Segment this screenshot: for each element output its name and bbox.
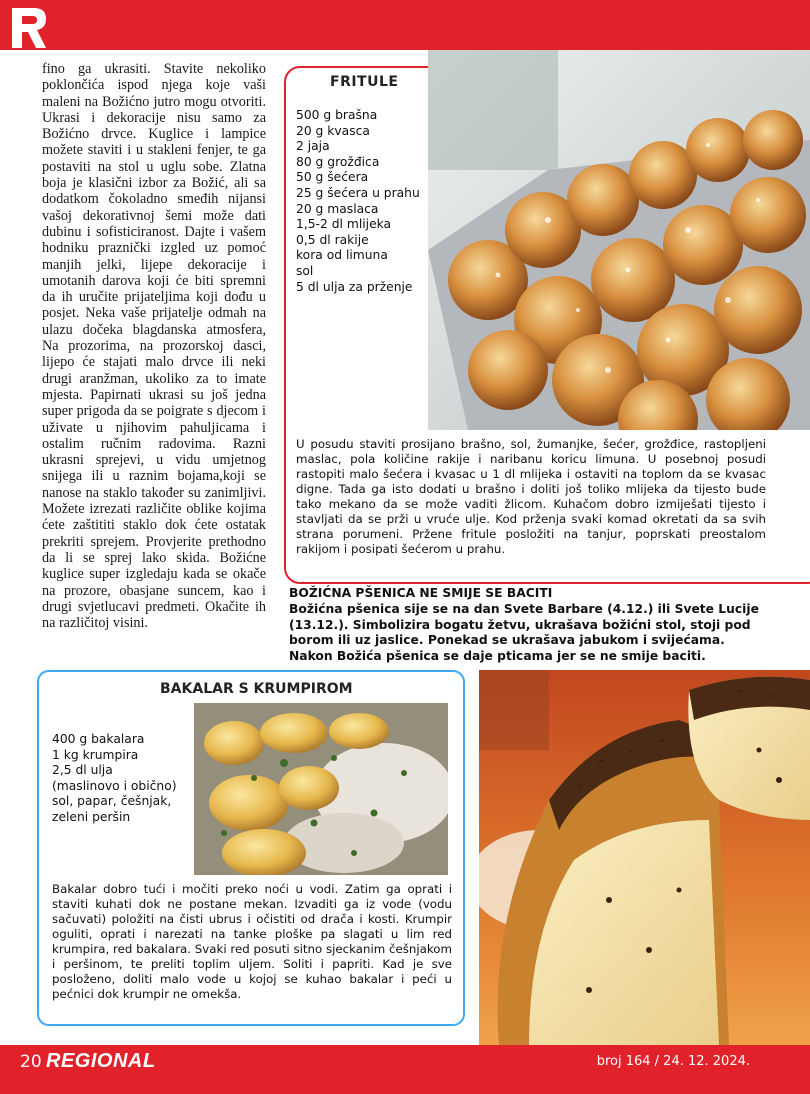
- issue-info: broj 164 / 24. 12. 2024.: [596, 1054, 750, 1069]
- ingredient-item: 1 kg krumpira: [52, 747, 139, 762]
- article-body-left: fino ga ukrasiti. Stavite nekoliko poklončića ispod njega koje vaši maleni na Božićno jutro mogu otvoriti. Ukrasi i dekoracije nisu samo za Božićno drvce. Kuglice i lampice možete staviti i u stakleni fenjer, te ga postaviti na stol u uglu sobe. Zlatna boja je klasični izbor za Božić, ali sa dodatkom čokoladno smeđih nijansi vašoj dekorativnoj šemi može dati dubinu i sofisticiranost. Dajte i vašem hodniku praznički izgled uz pomoć manjih jelki, lijepe dekoracije i umotanih darova koji će biti spremni da ih uručite prijateljima koji dođu u posjet. Neka vaše prijatelje odmah na ulazu dočeka blagdanska atmosfera, Na prozorima, na prozorskoj dasci, lijepo će stajati malo drvce ili neki drugi aranžman, ukoliko za to imate mjesta. Papirnati ukrasi su još jedna super prigoda da se poigrate s djecom i uživate u njihovim pahuljicama i ostalim ručnim radovima. Razni ukrasni sprejevi, u vidu umjetnog snijega ili u raznim bojama,koji se nanose na staklo također su zanimljivi. Možete izrezati različite oblike kojima ćete zaštititi staklo dok ćete ostatak prekriti sprejem. Provjerite prethodno da li se sprej lako skida. Božićne kuglice super izgledaju kada se okače na prozore, obasjane suncem, kao i drugi svjetlucavi predmeti. Okačite ih na različitoj visini.: [42, 61, 266, 632]
- fritule-instructions: U posudu staviti prosijano brašno, sol, žumanjke, šećer, grožđice, rastopljeni maslac, pola količine rakije i naribanu koricu limuna. U posebnoj posudi rastopiti malo šećera i kvasac u 1 dl mlijeka i ostaviti na toplom da se kvasac digne. Tada ga isto dodati u brašno i doliti još toliko mlijeka da tijesto bude tako mekano da se može vaditi žlicom. Kuhačom dobro izmiješati tijesto i stavljati da se prži u vruće ulje. Kod prženja svaki komad okretati da sa svih strana porumeni. Pržene fritule posložiti na tanjur, poprskati preostalom rakijom i posipati šećerom u prahu.: [296, 437, 766, 556]
- psenica-heading: BOŽIĆNA PŠENICA NE SMIJE SE BACITI: [289, 586, 553, 600]
- ingredient-item: sol: [296, 263, 314, 278]
- page-number: 20: [20, 1052, 42, 1072]
- ingredient-item: 25 g šećera u prahu: [296, 185, 420, 200]
- ingredient-item: 2 jaja: [296, 139, 330, 154]
- header-bar: [0, 0, 810, 50]
- ingredient-item: 500 g brašna: [296, 108, 378, 122]
- ingredient-item: 5 dl ulja za prženje: [296, 279, 413, 294]
- regional-logo-icon: [8, 6, 48, 50]
- ingredient-item: 2,5 dl ulja: [52, 763, 113, 778]
- cake-photo: [479, 670, 810, 1045]
- ingredient-item: 80 g grožđica: [296, 154, 380, 169]
- bakalar-ingredients: [52, 732, 177, 826]
- psenica-text: Božićna pšenica sije se na dan Svete Barbare (4.12.) ili Svete Lucije (13.12.). Simbolizira bogatu žetvu, ukrašava božićni stol, stoji pod borom ili uz jaslice. Ponekad se ukrašava jabukom i svijećama. Nakon Božića pšenica se daje pticama jer se ne smije baciti.: [289, 602, 759, 663]
- ingredient-item: zeleni peršin: [52, 809, 131, 824]
- fritule-photo: [428, 50, 810, 430]
- ingredient-item: kora od limuna: [296, 248, 388, 263]
- ingredient-item: 20 g kvasca: [296, 123, 370, 138]
- footer-brand: REGIONAL: [46, 1050, 156, 1072]
- ingredient-item: sol, papar, češnjak,: [52, 794, 172, 809]
- fritule-title: FRITULE: [330, 74, 399, 90]
- bakalar-photo: [194, 703, 448, 875]
- ingredient-item: (maslinovo i obično): [52, 778, 177, 793]
- ingredient-item: 0,5 dl rakije: [296, 232, 369, 247]
- ingredient-item: 50 g šećera: [296, 170, 369, 185]
- fritule-ingredients: [296, 108, 420, 295]
- bakalar-instructions: Bakalar dobro tući i močiti preko noći u vodi. Zatim ga oprati i staviti kuhati dok ne postane mekan. Izvaditi ga iz vode (vodu sačuvati) položiti na čisti ubrus i očistiti od drača i kosti. Krumpir oguliti, oprati i narezati na tanke ploške pa slagati u lim red krumpira, red bakalara. Svaki red posuti sitno sjeckanim češnjakom i peršinom, te preliti toplim uljem. Soliti i papriti. Kad je sve posloženo, doliti malo vode u kojoj se kuhao bakalar i peći u pećnici dok krumpir ne omekša.: [52, 882, 452, 1001]
- bakalar-title: BAKALAR S KRUMPIROM: [160, 681, 353, 697]
- ingredient-item: 20 g maslaca: [296, 201, 379, 216]
- ingredient-item: 400 g bakalara: [52, 732, 145, 746]
- ingredient-item: 1,5-2 dl mlijeka: [296, 217, 392, 232]
